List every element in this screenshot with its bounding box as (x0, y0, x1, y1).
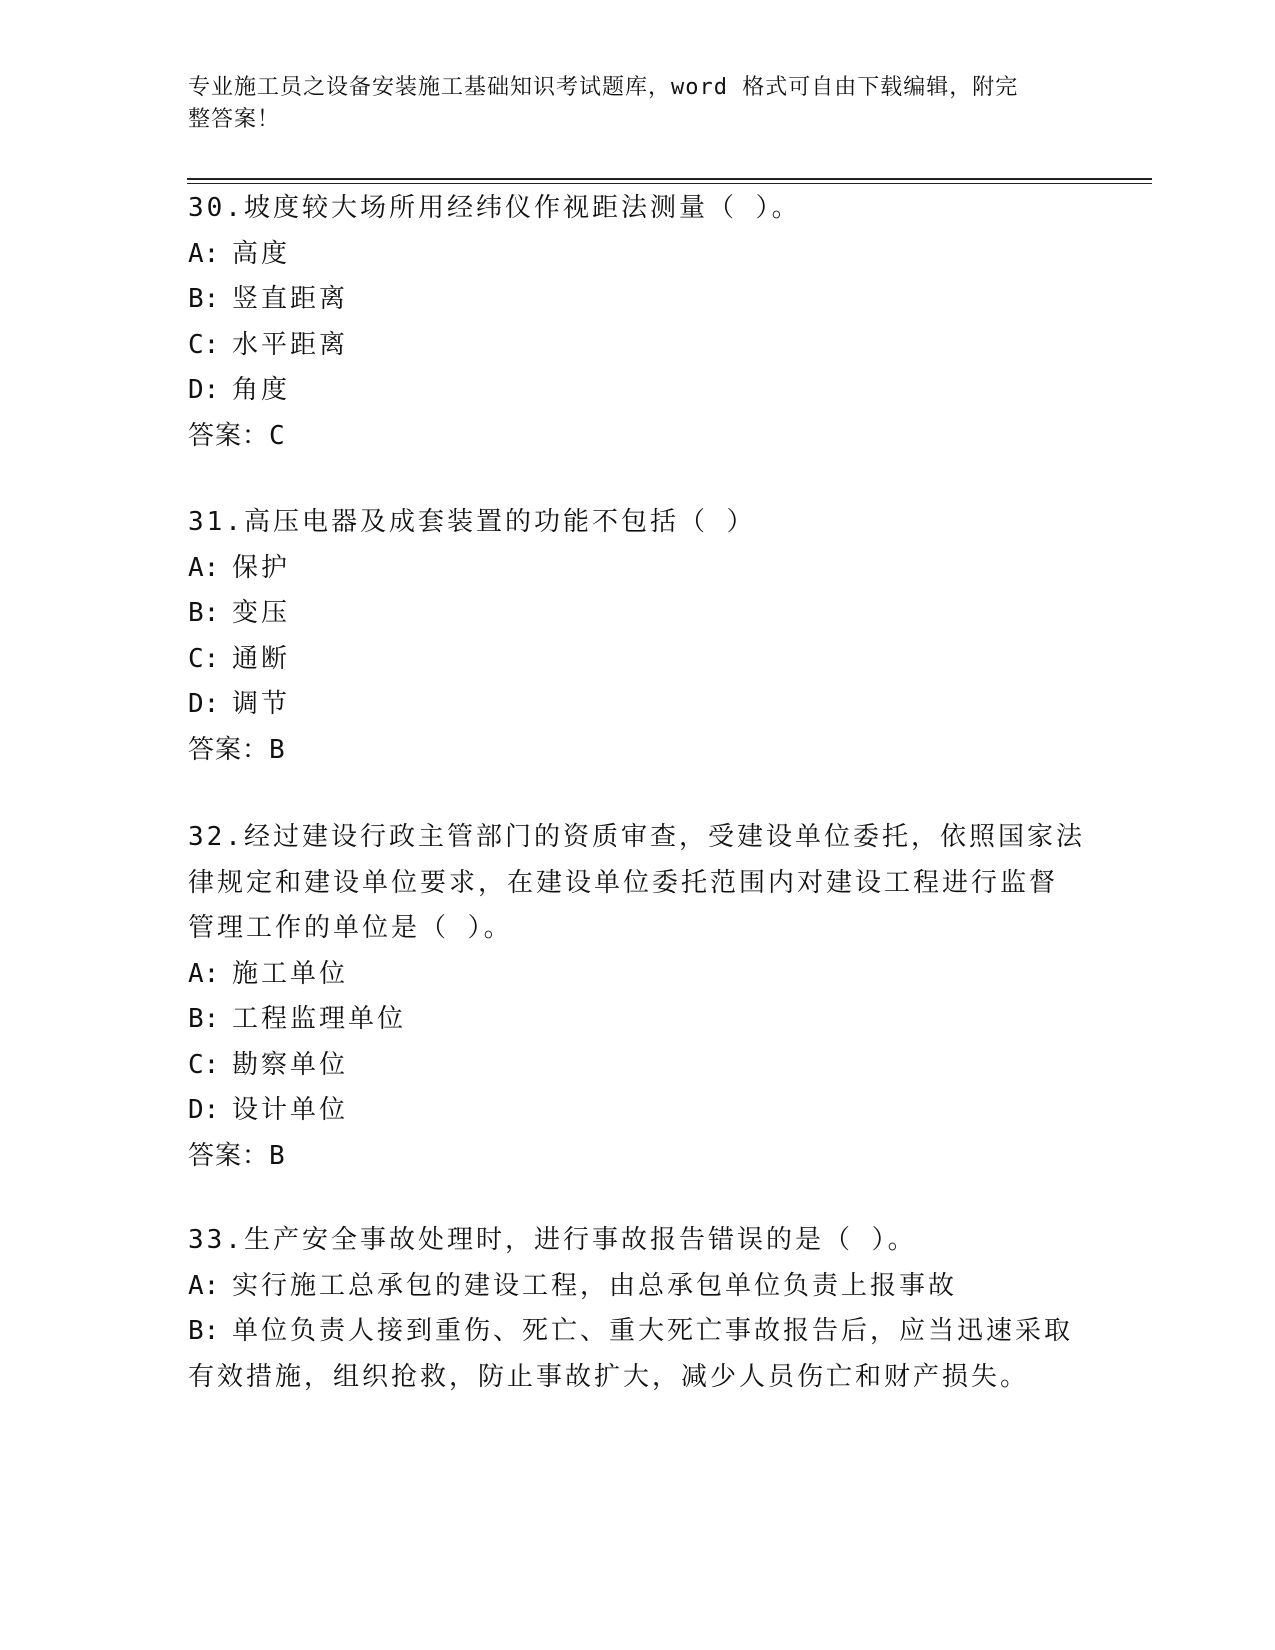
header-line-1: 专业施工员之设备安装施工基础知识考试题库，word 格式可自由下载编辑，附完 (188, 75, 1019, 100)
option-a (188, 1264, 1088, 1310)
option-text: 施工单位 (232, 958, 349, 989)
option-letter: B: (188, 1004, 220, 1034)
option-letter: D: (188, 1095, 220, 1125)
option-letter: B: (188, 598, 220, 628)
option-letter: D: (188, 375, 220, 405)
option-text: 实行施工总承包的建设工程，由总承包单位负责上报事故 (232, 1270, 958, 1301)
option-letter: D: (188, 689, 220, 719)
option-letter: A: (188, 552, 220, 583)
question-31 (188, 500, 1088, 773)
option-c (188, 323, 1088, 369)
option-letter: A: (188, 1270, 220, 1301)
option-b (188, 1309, 1088, 1355)
option-c (188, 637, 1088, 683)
question-stem: 30.坡度较大场所用经纬仪作视距法测量（ ）。 (188, 193, 801, 223)
option-letter: B: (188, 284, 220, 314)
header-divider-thick (187, 178, 1152, 180)
option-c (188, 1043, 1088, 1089)
option-letter: B: (188, 1316, 220, 1346)
option-b (188, 591, 1088, 637)
option-a (188, 952, 1088, 998)
option-text: 水平距离 (232, 329, 349, 360)
option-letter: A: (188, 238, 220, 269)
option-b (188, 277, 1088, 323)
question-33 (188, 1218, 1088, 1400)
option-text: 工程监理单位 (232, 1004, 407, 1034)
option-letter: C: (188, 329, 220, 360)
option-text: 调节 (232, 689, 291, 719)
option-letter: C: (188, 643, 220, 674)
option-text: 角度 (232, 375, 291, 405)
option-b (188, 997, 1088, 1043)
question-stem-line-3: 管理工作的单位是（ ）。 (188, 913, 513, 943)
question-32 (188, 815, 1088, 1179)
option-text: 高度 (232, 238, 291, 269)
question-30 (188, 186, 1088, 459)
option-text: 设计单位 (232, 1095, 349, 1125)
option-text: 竖直距离 (232, 284, 349, 314)
question-stem-line-2: 律规定和建设单位要求，在建设单位委托范围内对建设工程进行监督 (188, 867, 1059, 898)
option-d (188, 682, 1088, 728)
answer-line: 答案：C (188, 420, 286, 451)
header-divider-thin (187, 183, 1152, 184)
header-line-2: 整答案！ (188, 107, 281, 132)
option-text: 保护 (232, 552, 291, 583)
answer-line: 答案：B (188, 734, 286, 765)
option-letter: A: (188, 958, 220, 989)
option-a (188, 546, 1088, 592)
document-header (188, 72, 1088, 136)
option-b-continuation: 有效措施，组织抢救，防止事故扩大，减少人员伤亡和财产损失。 (188, 1361, 1030, 1392)
answer-line: 答案：B (188, 1140, 286, 1171)
option-text: 变压 (232, 598, 291, 628)
question-stem: 33.生产安全事故处理时，进行事故报告错误的是（ ）。 (188, 1225, 917, 1255)
question-stem: 31.高压电器及成套装置的功能不包括（ ） (188, 507, 756, 537)
question-stem-line-1: 32.经过建设行政主管部门的资质审查，受建设单位委托，依照国家法 (188, 822, 1085, 852)
option-text: 单位负责人接到重伤、死亡、重大死亡事故报告后，应当迅速采取 (232, 1316, 1074, 1346)
option-d (188, 1088, 1088, 1134)
option-a (188, 232, 1088, 278)
option-letter: C: (188, 1049, 220, 1080)
option-text: 通断 (232, 643, 291, 674)
option-d (188, 368, 1088, 414)
option-text: 勘察单位 (232, 1049, 349, 1080)
